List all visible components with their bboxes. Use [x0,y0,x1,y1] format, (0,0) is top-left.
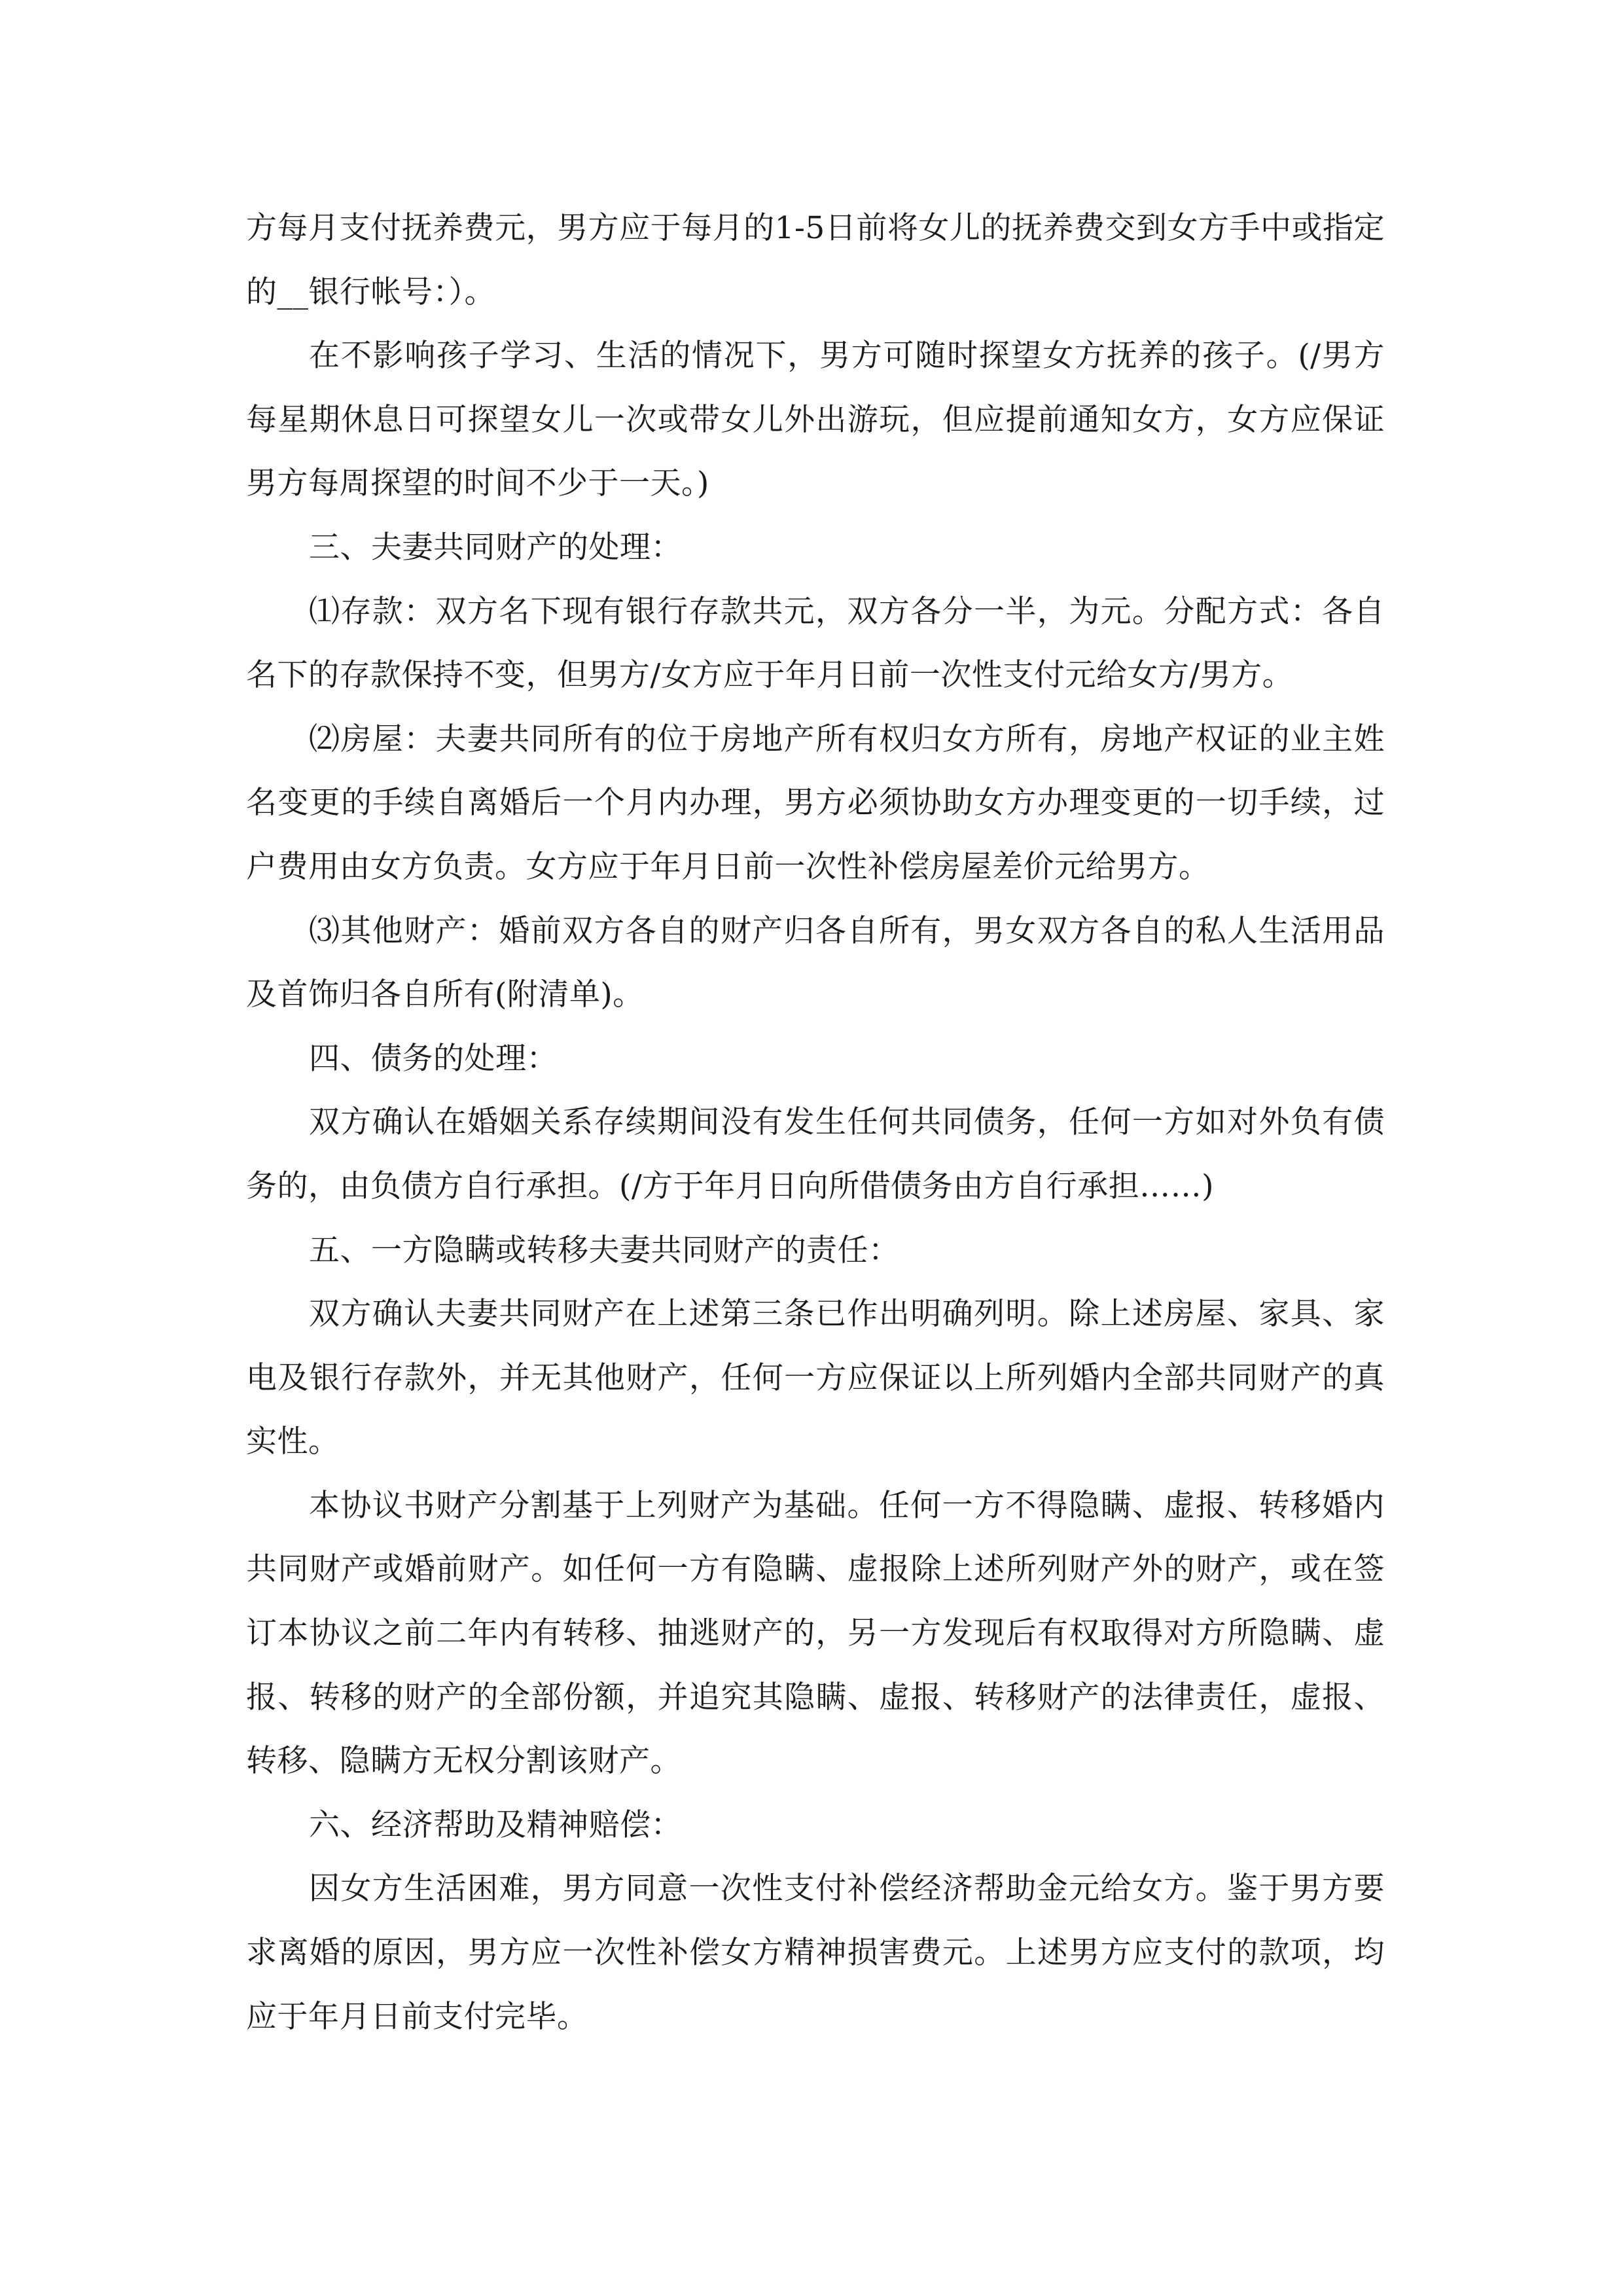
paragraph-visitation: 在不影响孩子学习、生活的情况下，男方可随时探望女方抚养的孩子。(/男方每星期休息日可探望女儿一次或带女儿外出游玩，但应提前通知女方，女方应保证男方每周探望的时间不少于一天。) [246,338,1385,502]
paragraph-debts: 双方确认在婚姻关系存续期间没有发生任何共同债务，任何一方如对外负有债务的，由负债方自行承担。(/方于年月日向所借债务由方自行承担……) [246,1104,1385,1204]
paragraph-concealment-terms: 本协议书财产分割基于上列财产为基础。任何一方不得隐瞒、虚报、转移婚内共同财产或婚前财产。如任何一方有隐瞒、虚报除上述所列财产外的财产，或在签订本协议之前二年内有转移、抽逃财产的，另一方发现后有权取得对方所隐瞒、虚报、转移的财产的全部份额，并追究其隐瞒、虚报、转移财产的法律责任，虚报、转移、隐瞒方无权分割该财产。 [246,1487,1385,1780]
paragraph-property-confirmation: 双方确认夫妻共同财产在上述第三条已作出明确列明。除上述房屋、家具、家电及银行存款外，并无其他财产，任何一方应保证以上所列婚内全部共同财产的真实性。 [246,1296,1385,1460]
heading-joint-property: 三、夫妻共同财产的处理： [309,529,682,565]
paragraph-child-support-payment: 方每月支付抚养费元，男方应于每月的1-5日前将女儿的抚养费交到女方手中或指定的__银行帐号：）。 [246,210,1385,310]
paragraph-compensation: 因女方生活困难，男方同意一次性支付补偿经济帮助金元给女方。鉴于男方要求离婚的原因，男方应一次性补偿女方精神损害费元。上述男方应支付的款项，均应于年月日前支付完毕。 [246,1871,1385,2035]
heading-concealment-liability: 五、一方隐瞒或转移夫妻共同财产的责任： [309,1232,900,1268]
paragraph-savings: ⑴存款：双方名下现有银行存款共元，双方各分一半，为元。分配方式：各自名下的存款保持不变，但男方/女方应于年月日前一次性支付元给女方/男方。 [246,593,1385,694]
heading-compensation: 六、经济帮助及精神赔偿： [309,1806,682,1843]
paragraph-housing: ⑵房屋：夫妻共同所有的位于房地产所有权归女方所有，房地产权证的业主姓名变更的手续自离婚后一个月内办理，男方必须协助女方办理变更的一切手续，过户费用由女方负责。女方应于年月日前一次性补偿房屋差价元给男方。 [246,721,1385,885]
paragraph-other-property: ⑶其他财产：婚前双方各自的财产归各自所有，男女双方各自的私人生活用品及首饰归各自所有(附清单)。 [246,912,1385,1013]
document-body [246,196,1385,2049]
heading-debts: 四、债务的处理： [309,1040,558,1077]
